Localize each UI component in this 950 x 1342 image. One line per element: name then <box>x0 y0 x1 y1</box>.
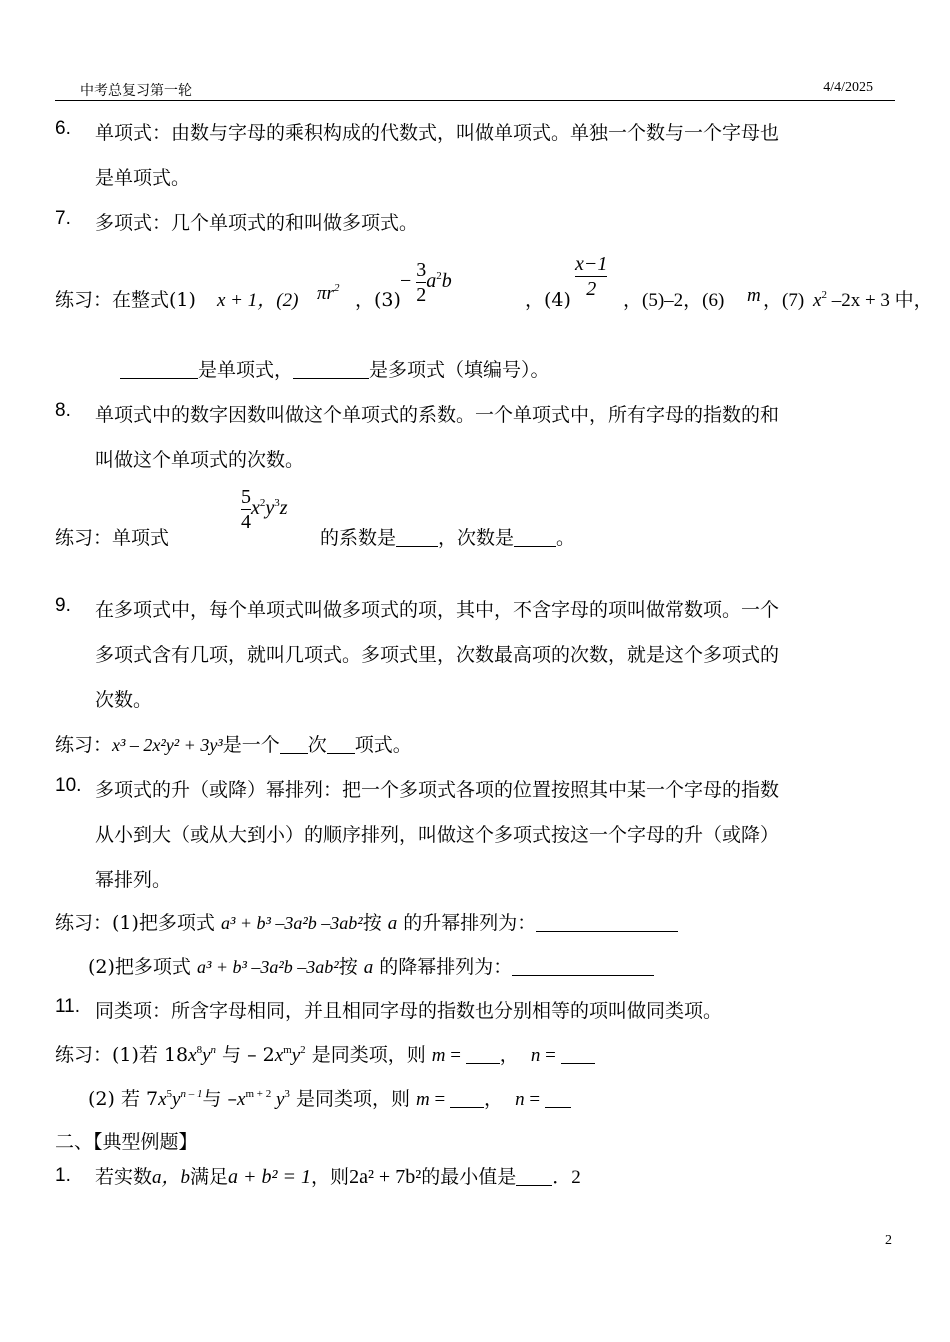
item-number: 8. <box>55 400 71 421</box>
item-number: 10. <box>55 775 82 796</box>
item-text: 单项式中的数字因数叫做这个单项式的系数。一个单项式中，所有字母的指数的和 <box>95 404 780 426</box>
exercise-line: (2)把多项式 a³ + b³ –3a²b –3ab²按 a 的降幂排列为： <box>88 952 654 979</box>
item-number: 6. <box>55 118 71 139</box>
item-text: 多项式含有几项，就叫几项式。多项式里，次数最高项的次数，就是这个多项式的 <box>95 644 780 666</box>
item-text: 幂排列。 <box>95 869 172 891</box>
item-text: 从小到大（或从大到小）的顺序排列，叫做这个多项式按这一个字母的升（或降） <box>95 824 780 846</box>
item-text: 在多项式中，每个单项式叫做多项式的项，其中，不含字母的项叫做常数项。一个 <box>95 599 780 621</box>
answer-blank[interactable] <box>545 1089 571 1108</box>
section-title: 二、【典型例题】 <box>55 1131 198 1153</box>
item-text: 单项式：由数与字母的乘积构成的代数式，叫做单项式。单独一个数与一个字母也 <box>95 122 780 144</box>
item-text: 多项式：几个单项式的和叫做多项式。 <box>95 212 419 234</box>
page-number: 2 <box>885 1233 892 1248</box>
answer-blank[interactable] <box>120 360 198 379</box>
exercise-line: 练习：(1)若 $18x^8y^n$ 与 – $2x^my^2$ 是同类项，则 m = ， n = <box>55 1040 595 1067</box>
answer-line: 是单项式， 是多项式（填编号）。 <box>120 355 550 382</box>
item-text: 次数。 <box>95 689 153 711</box>
question-number: 1. <box>55 1165 71 1186</box>
exercise-line: (2) 若 $7x^5y^{n - 1}$与 $-x^{m + 2}$ $y^3$ 是同类项，则 m = ， n = <box>88 1084 571 1111</box>
exercise-line: 练习：(1)把多项式 a³ + b³ –3a²b –3ab²按 a 的升幂排列为： <box>55 908 678 935</box>
item-text: 叫做这个单项式的次数。 <box>95 449 305 471</box>
answer-blank[interactable] <box>466 1045 500 1064</box>
exercise-line: 练习：x³ – 2x²y² + 3y³是一个 次 项式。 <box>55 734 412 756</box>
answer-blank[interactable] <box>514 528 556 547</box>
answer-blank[interactable] <box>512 957 654 976</box>
item-number: 9. <box>55 595 71 616</box>
item-text: 是单项式。 <box>95 167 191 189</box>
header-date: 4/4/2025 <box>823 80 873 95</box>
monomial-expr: $\frac{5}{4}$ $x^2y^3z$ <box>241 486 288 533</box>
expr-3: − $\frac{3}{2}$ $a^2b$ <box>400 259 452 306</box>
answer-blank[interactable] <box>516 1167 552 1186</box>
expr-1: x + 1，(2) <box>217 290 299 311</box>
expr-2: $\pi r^2$ <box>317 282 340 304</box>
item-number: 7. <box>55 208 71 229</box>
expr-4: x−1 2 <box>575 253 608 300</box>
answer-blank[interactable] <box>450 1089 484 1108</box>
answer-blank[interactable] <box>536 913 678 932</box>
item-text: 同类项：所含字母相同，并且相同字母的指数也分别相等的项叫做同类项。 <box>95 1000 723 1022</box>
item-text: 多项式的升（或降）幂排列：把一个多项式各项的位置按照其中某一个字母的指数 <box>95 779 780 801</box>
header-title: 中考总复习第一轮 <box>80 83 192 99</box>
answer-blank[interactable] <box>561 1045 595 1064</box>
answer-blank[interactable] <box>293 360 369 379</box>
answer-blank[interactable] <box>280 735 308 754</box>
answer-blank[interactable] <box>396 528 438 547</box>
page-header <box>55 80 895 101</box>
expr-7: $x^2$ –2x + 3 中， <box>813 289 933 311</box>
answer-blank[interactable] <box>327 735 355 754</box>
item-number: 11. <box>55 996 81 1017</box>
question-text: 若实数a，b满足a + b² = 1，则2a² + 7b²的最小值是 ．2 <box>95 1166 581 1188</box>
